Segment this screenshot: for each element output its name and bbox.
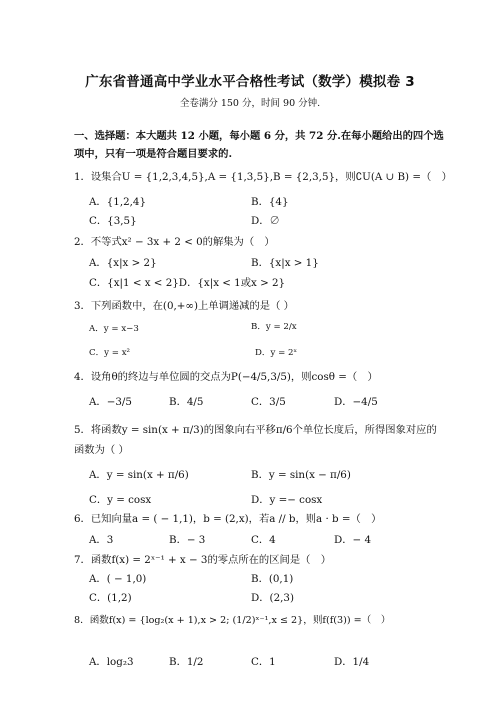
q8-option-d: D．1/4 [334,656,370,668]
q6-option-a: A．3 [89,534,114,546]
q7-option-b: B．(0,1) [251,573,294,585]
q8-option-c: C．1 [251,656,276,668]
q6-option-c: C．4 [251,534,276,546]
q4-option-d: D．−4/5 [334,396,378,408]
q3-option-a: A．y = x−3 [89,324,139,334]
question-8-stem: 8．函数f(x) = {log₂(x + 1),x > 2; (1/2)ˣ⁻¹,x ≤ 2}，则f(f(3)) =（ ） [74,615,391,626]
page-title: 广东省普通高中学业水平合格性考试（数学）模拟卷 3 [85,74,415,90]
q7-option-d: D．(2,3) [251,592,294,604]
q8-option-a: A．log₂3 [89,656,134,668]
section-heading: 一、选择题：本大题共 12 小题，每小题 6 分，共 72 分.在每小题给出的四个选项中，只有一项是符合题目要求的. [74,130,444,160]
q3-option-c: C．y = x² [89,348,130,358]
q3-option-b: B．y = 2/x [251,322,297,332]
question-6-stem: 6．已知向量a = ( − 1,1)，b = (2,x)，若a // b，则a · b =（ ） [74,513,382,525]
q5-option-b: B．y = sin(x − π/6) [251,469,351,481]
q2-option-c-d: C．{x|1 < x < 2}D．{x|x < 1或x > 2} [89,277,286,289]
q2-option-b: B．{x|x > 1} [251,257,319,269]
question-1-stem: 1．设集合U = {1,2,3,4,5},A = {1,3,5},B = {2,3,5}，则∁U(A ∪ B) =（ ） [74,171,452,183]
q6-option-d: D．− 4 [334,534,372,546]
q1-option-c: C．{3,5} [89,215,137,227]
question-7-stem: 7．函数f(x) = 2ˣ⁻¹ + x − 3的零点所在的区间是（ ） [74,554,332,566]
q5-option-d: D．y =− cosx [251,494,323,506]
q4-option-a: A．−3/5 [89,396,132,408]
q8-option-b: B．1/2 [169,656,204,668]
q6-option-b: B．− 3 [169,534,206,546]
question-4-stem: 4．设角θ的终边与单位圆的交点为P(−4/5,3/5)，则cosθ =（ ） [74,371,378,383]
q4-option-c: C．3/5 [251,396,286,408]
q7-option-a: A．( − 1,0) [89,573,147,585]
q1-option-b: B．{4} [251,196,289,208]
q3-option-d: D．y = 2ˣ [255,348,298,358]
q2-option-a: A．{x|x > 2} [89,257,157,269]
q1-option-a: A．{1,2,4} [89,196,147,208]
question-3-stem: 3．下列函数中，在(0,+∞)上单调递减的是（ ） [74,300,294,312]
q4-option-b: B．4/5 [169,396,204,408]
page-subtitle: 全卷满分 150 分，时间 90 分钟. [179,98,321,109]
q7-option-c: C．(1,2) [89,592,132,604]
q1-option-d: D．∅ [251,215,280,227]
q5-option-c: C．y = cosx [89,494,152,506]
question-2-stem: 2．不等式x² − 3x + 2 < 0的解集为（ ） [74,236,275,248]
q5-option-a: A．y = sin(x + π/6) [89,469,189,481]
question-5-stem: 5．将函数y = sin(x + π/3)的图象向右平移π/6个单位长度后，所得图象对应的函数为（ ） [74,424,437,456]
